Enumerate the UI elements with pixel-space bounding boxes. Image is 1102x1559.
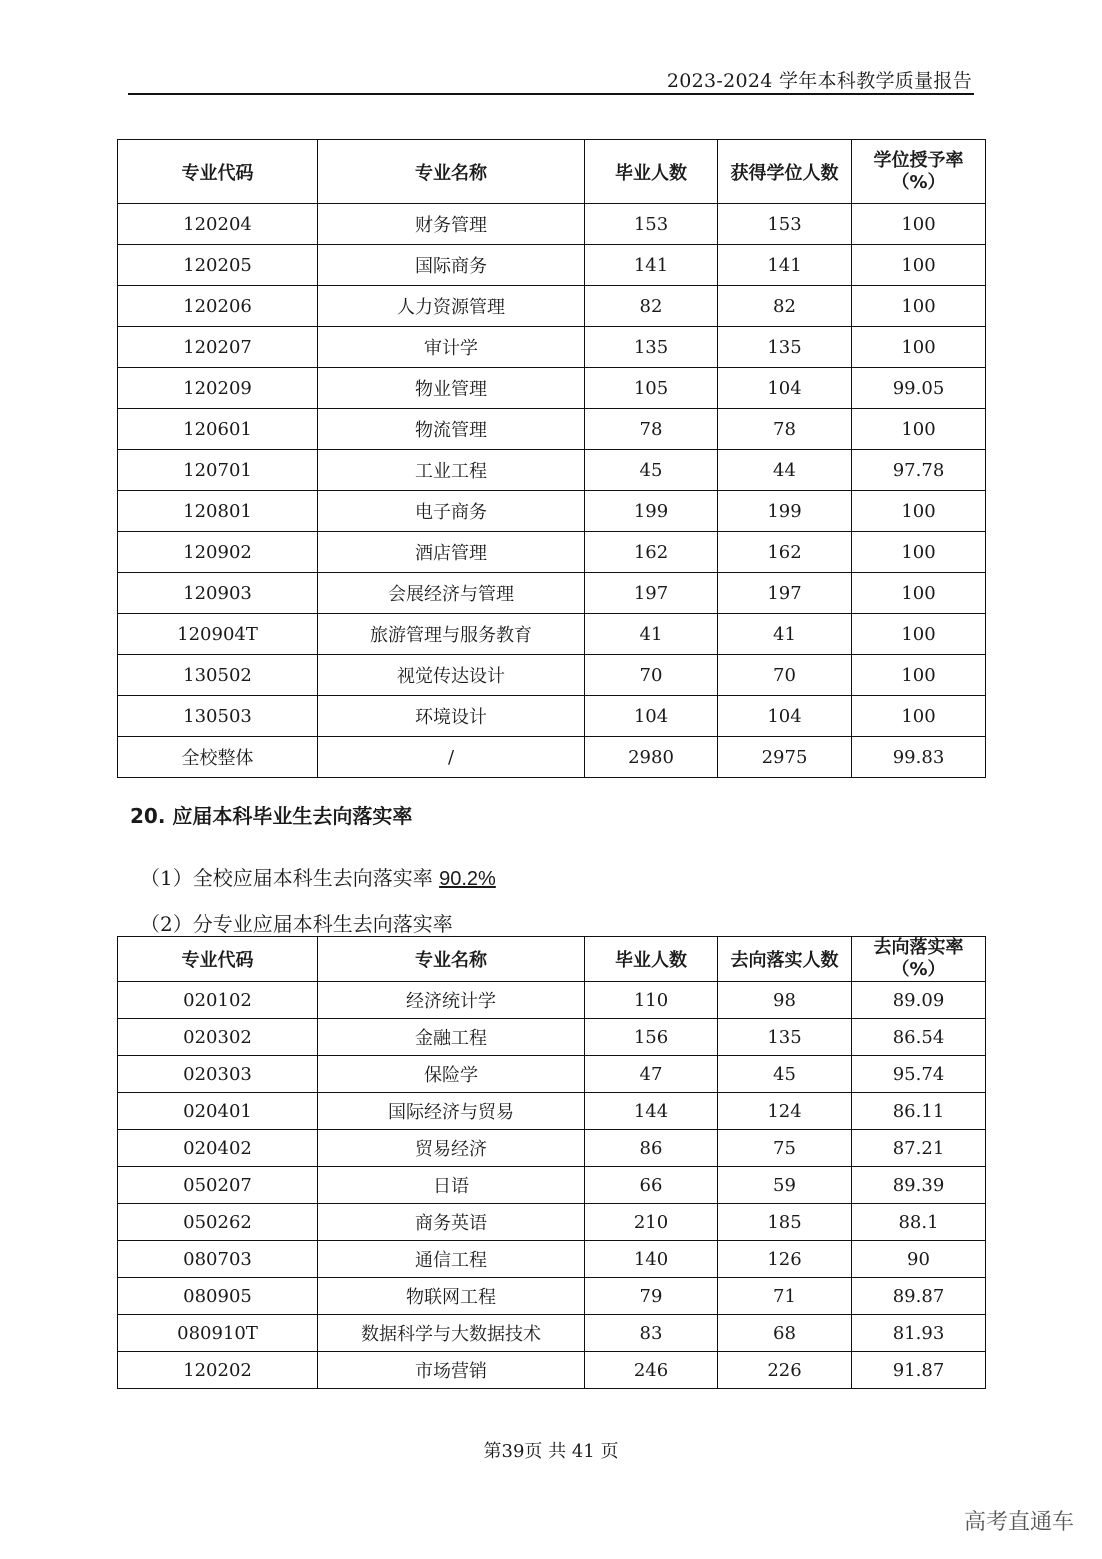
table-row <box>118 1204 986 1241</box>
cell-name: 视觉传达设计 <box>318 655 585 696</box>
cell-name: 电子商务 <box>318 491 585 532</box>
cell-code: 130502 <box>118 655 318 696</box>
cell-name: 财务管理 <box>318 204 585 245</box>
cell-graduates: 110 <box>585 982 718 1019</box>
col-header-rate <box>852 937 986 982</box>
cell-name: 商务英语 <box>318 1204 585 1241</box>
cell-rate: 81.93 <box>852 1315 986 1352</box>
cell-rate: 89.39 <box>852 1167 986 1204</box>
cell-graduates: 66 <box>585 1167 718 1204</box>
col-header-name: 专业名称 <box>318 937 585 982</box>
col-header-rate-line2: （%） <box>891 171 946 193</box>
cell-name: 环境设计 <box>318 696 585 737</box>
cell-code: 080905 <box>118 1278 318 1315</box>
cell-rate: 100 <box>852 491 986 532</box>
cell-graduates: 210 <box>585 1204 718 1241</box>
table-row <box>118 573 986 614</box>
cell-count: 41 <box>718 614 852 655</box>
table-row <box>118 1056 986 1093</box>
cell-count: 68 <box>718 1315 852 1352</box>
cell-graduates: 199 <box>585 491 718 532</box>
cell-graduates: 246 <box>585 1352 718 1389</box>
cell-name: 保险学 <box>318 1056 585 1093</box>
cell-count: 141 <box>718 245 852 286</box>
cell-graduates: 153 <box>585 204 718 245</box>
cell-code: 120209 <box>118 368 318 409</box>
cell-count: 135 <box>718 1019 852 1056</box>
cell-graduates: 104 <box>585 696 718 737</box>
cell-code: 120701 <box>118 450 318 491</box>
cell-code: 120601 <box>118 409 318 450</box>
cell-count: 71 <box>718 1278 852 1315</box>
table-row <box>118 409 986 450</box>
col-header-name: 专业名称 <box>318 140 585 204</box>
cell-count: 104 <box>718 368 852 409</box>
cell-rate: 100 <box>852 573 986 614</box>
cell-code: 120206 <box>118 286 318 327</box>
col-header-rate-line2: （%） <box>891 959 946 980</box>
table-row <box>118 1352 986 1389</box>
cell-name: / <box>318 737 585 778</box>
cell-code: 020401 <box>118 1093 318 1130</box>
cell-count: 44 <box>718 450 852 491</box>
table-row <box>118 204 986 245</box>
table-row <box>118 450 986 491</box>
section-heading: 20. 应届本科毕业生去向落实率 <box>130 804 413 828</box>
cell-graduates: 79 <box>585 1278 718 1315</box>
table-row <box>118 1315 986 1352</box>
cell-graduates: 83 <box>585 1315 718 1352</box>
cell-code: 020303 <box>118 1056 318 1093</box>
col-header-code: 专业代码 <box>118 140 318 204</box>
cell-count: 126 <box>718 1241 852 1278</box>
cell-rate: 90 <box>852 1241 986 1278</box>
cell-graduates: 41 <box>585 614 718 655</box>
table-row <box>118 1093 986 1130</box>
table-row <box>118 1278 986 1315</box>
table-row <box>118 245 986 286</box>
cell-name: 国际商务 <box>318 245 585 286</box>
cell-rate: 100 <box>852 204 986 245</box>
cell-count: 185 <box>718 1204 852 1241</box>
table-row <box>118 532 986 573</box>
cell-count: 59 <box>718 1167 852 1204</box>
cell-name: 物业管理 <box>318 368 585 409</box>
col-header-rate <box>852 140 986 204</box>
cell-code: 120204 <box>118 204 318 245</box>
cell-name: 通信工程 <box>318 1241 585 1278</box>
cell-graduates: 82 <box>585 286 718 327</box>
cell-code: 080703 <box>118 1241 318 1278</box>
cell-graduates: 135 <box>585 327 718 368</box>
cell-name: 酒店管理 <box>318 532 585 573</box>
cell-rate: 88.1 <box>852 1204 986 1241</box>
col-header-code: 专业代码 <box>118 937 318 982</box>
cell-name: 旅游管理与服务教育 <box>318 614 585 655</box>
cell-rate: 100 <box>852 286 986 327</box>
header-divider <box>128 93 974 95</box>
table-header-row <box>118 140 986 204</box>
cell-count: 162 <box>718 532 852 573</box>
table-row <box>118 737 986 778</box>
cell-name: 工业工程 <box>318 450 585 491</box>
cell-graduates: 144 <box>585 1093 718 1130</box>
col-header-placed: 去向落实人数 <box>718 937 852 982</box>
table-header-row <box>118 937 986 982</box>
cell-count: 199 <box>718 491 852 532</box>
table-row <box>118 286 986 327</box>
overall-rate-line <box>140 862 496 891</box>
cell-code: 020402 <box>118 1130 318 1167</box>
cell-code: 120205 <box>118 245 318 286</box>
cell-rate: 86.54 <box>852 1019 986 1056</box>
overall-rate-value: 90.2% <box>439 868 496 890</box>
cell-count: 70 <box>718 655 852 696</box>
table-row <box>118 368 986 409</box>
cell-rate: 100 <box>852 409 986 450</box>
cell-code: 120904T <box>118 614 318 655</box>
cell-rate: 99.83 <box>852 737 986 778</box>
cell-graduates: 45 <box>585 450 718 491</box>
table-row <box>118 1019 986 1056</box>
cell-name: 物联网工程 <box>318 1278 585 1315</box>
cell-rate: 100 <box>852 655 986 696</box>
cell-count: 75 <box>718 1130 852 1167</box>
table-row <box>118 327 986 368</box>
cell-graduates: 70 <box>585 655 718 696</box>
cell-code: 120202 <box>118 1352 318 1389</box>
cell-code: 050262 <box>118 1204 318 1241</box>
watermark: 高考直通车 <box>963 1510 1074 1535</box>
cell-code: 080910T <box>118 1315 318 1352</box>
cell-code: 120207 <box>118 327 318 368</box>
cell-rate: 87.21 <box>852 1130 986 1167</box>
cell-rate: 99.05 <box>852 368 986 409</box>
cell-count: 226 <box>718 1352 852 1389</box>
cell-name: 审计学 <box>318 327 585 368</box>
overall-rate-label: （1）全校应届本科生去向落实率 <box>140 866 440 890</box>
cell-rate: 86.11 <box>852 1093 986 1130</box>
table-row <box>118 491 986 532</box>
cell-rate: 100 <box>852 696 986 737</box>
cell-name: 国际经济与贸易 <box>318 1093 585 1130</box>
report-title: 2023-2024 学年本科教学质量报告 <box>666 70 972 92</box>
cell-count: 153 <box>718 204 852 245</box>
placement-rate-table <box>117 936 986 1389</box>
cell-graduates: 141 <box>585 245 718 286</box>
table-row <box>118 614 986 655</box>
cell-rate: 97.78 <box>852 450 986 491</box>
cell-count: 104 <box>718 696 852 737</box>
cell-code: 130503 <box>118 696 318 737</box>
cell-name: 会展经济与管理 <box>318 573 585 614</box>
col-header-rate-line1: 去向落实率 <box>873 937 964 958</box>
col-header-rate-line1: 学位授予率 <box>873 149 964 171</box>
cell-count: 45 <box>718 1056 852 1093</box>
cell-rate: 95.74 <box>852 1056 986 1093</box>
cell-code: 120801 <box>118 491 318 532</box>
cell-graduates: 105 <box>585 368 718 409</box>
table-row <box>118 696 986 737</box>
cell-code: 全校整体 <box>118 737 318 778</box>
cell-count: 82 <box>718 286 852 327</box>
cell-code: 120903 <box>118 573 318 614</box>
cell-code: 050207 <box>118 1167 318 1204</box>
cell-rate: 89.09 <box>852 982 986 1019</box>
cell-count: 197 <box>718 573 852 614</box>
table-row <box>118 1167 986 1204</box>
col-header-graduates: 毕业人数 <box>585 140 718 204</box>
cell-graduates: 47 <box>585 1056 718 1093</box>
cell-count: 124 <box>718 1093 852 1130</box>
cell-count: 135 <box>718 327 852 368</box>
cell-name: 贸易经济 <box>318 1130 585 1167</box>
cell-rate: 91.87 <box>852 1352 986 1389</box>
cell-code: 020302 <box>118 1019 318 1056</box>
table-row <box>118 655 986 696</box>
cell-name: 人力资源管理 <box>318 286 585 327</box>
cell-name: 经济统计学 <box>318 982 585 1019</box>
cell-count: 78 <box>718 409 852 450</box>
table-row <box>118 1241 986 1278</box>
cell-count: 98 <box>718 982 852 1019</box>
cell-graduates: 140 <box>585 1241 718 1278</box>
cell-graduates: 197 <box>585 573 718 614</box>
cell-graduates: 156 <box>585 1019 718 1056</box>
cell-graduates: 78 <box>585 409 718 450</box>
cell-rate: 89.87 <box>852 1278 986 1315</box>
by-major-rate-line: （2）分专业应届本科生去向落实率 <box>140 912 453 936</box>
page-number: 第39页 共 41 页 <box>483 1441 619 1462</box>
cell-count: 2975 <box>718 737 852 778</box>
cell-rate: 100 <box>852 245 986 286</box>
cell-name: 日语 <box>318 1167 585 1204</box>
cell-graduates: 86 <box>585 1130 718 1167</box>
cell-rate: 100 <box>852 532 986 573</box>
cell-rate: 100 <box>852 614 986 655</box>
col-header-graduates: 毕业人数 <box>585 937 718 982</box>
cell-name: 数据科学与大数据技术 <box>318 1315 585 1352</box>
table-row <box>118 1130 986 1167</box>
cell-code: 020102 <box>118 982 318 1019</box>
cell-graduates: 2980 <box>585 737 718 778</box>
cell-name: 金融工程 <box>318 1019 585 1056</box>
col-header-degrees: 获得学位人数 <box>718 140 852 204</box>
table-row <box>118 982 986 1019</box>
cell-rate: 100 <box>852 327 986 368</box>
cell-graduates: 162 <box>585 532 718 573</box>
cell-code: 120902 <box>118 532 318 573</box>
cell-name: 物流管理 <box>318 409 585 450</box>
cell-name: 市场营销 <box>318 1352 585 1389</box>
degree-rate-table <box>117 139 986 778</box>
